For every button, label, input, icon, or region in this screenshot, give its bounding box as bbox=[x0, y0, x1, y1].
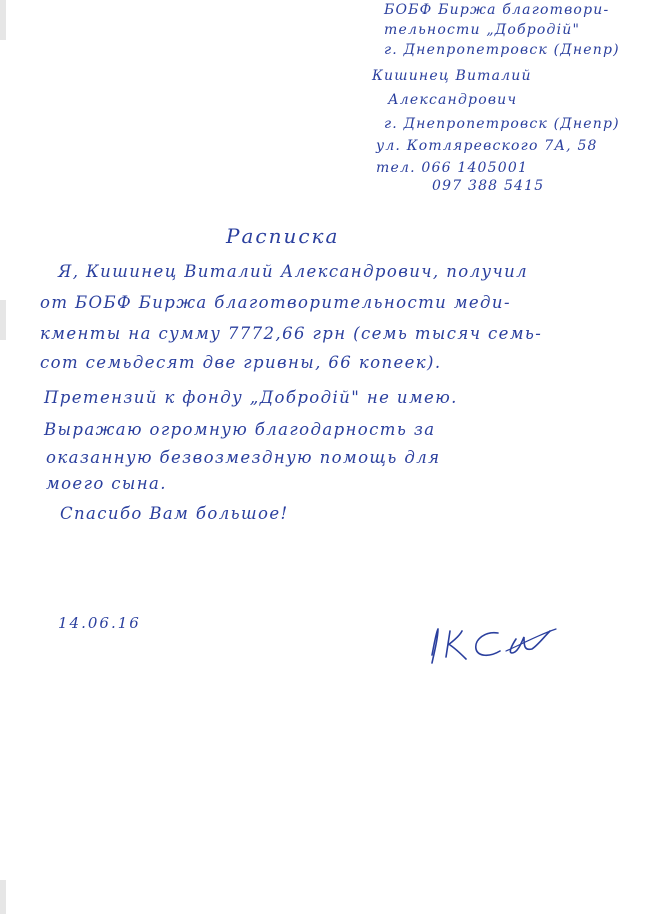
body-line-5: Претензий к фонду „Добродій" не имею. bbox=[44, 388, 458, 407]
body-line-2: от БОБФ Биржа благотворительности меди- bbox=[40, 293, 511, 312]
header-line-3: г. Днепропетровск (Днепр) bbox=[384, 42, 620, 58]
margin-shadow-middle bbox=[0, 300, 6, 340]
header-line-9: 097 388 5415 bbox=[432, 178, 545, 194]
body-line-7: оказанную безвозмездную помощь для bbox=[46, 448, 441, 467]
margin-shadow-bottom bbox=[0, 880, 6, 914]
document-date: 14.06.16 bbox=[58, 614, 141, 632]
header-line-6: г. Днепропетровск (Днепр) bbox=[384, 116, 620, 132]
body-line-6: Выражаю огромную благодарность за bbox=[44, 420, 436, 439]
body-line-1: Я, Кишинец Виталий Александрович, получил bbox=[58, 262, 529, 281]
body-line-4: сот семьдесят две гривны, 66 копеек). bbox=[40, 353, 442, 372]
header-line-8: тел. 066 1405001 bbox=[376, 160, 529, 176]
header-line-5: Александрович bbox=[388, 92, 518, 108]
body-line-8: моего сына. bbox=[46, 474, 167, 493]
margin-shadow-top bbox=[0, 0, 6, 40]
header-line-2: тельности „Добродій" bbox=[384, 22, 581, 38]
header-line-4: Кишинец Виталий bbox=[372, 68, 532, 84]
header-line-1: БОБФ Биржа благотвори- bbox=[384, 2, 610, 18]
document-title: Расписка bbox=[226, 224, 340, 248]
signature bbox=[420, 615, 560, 675]
body-line-3: кменты на сумму 7772,66 грн (семь тысяч семь- bbox=[40, 324, 543, 343]
body-line-9: Спасибо Вам большое! bbox=[60, 504, 289, 523]
header-line-7: ул. Котляревского 7А, 58 bbox=[376, 138, 598, 154]
